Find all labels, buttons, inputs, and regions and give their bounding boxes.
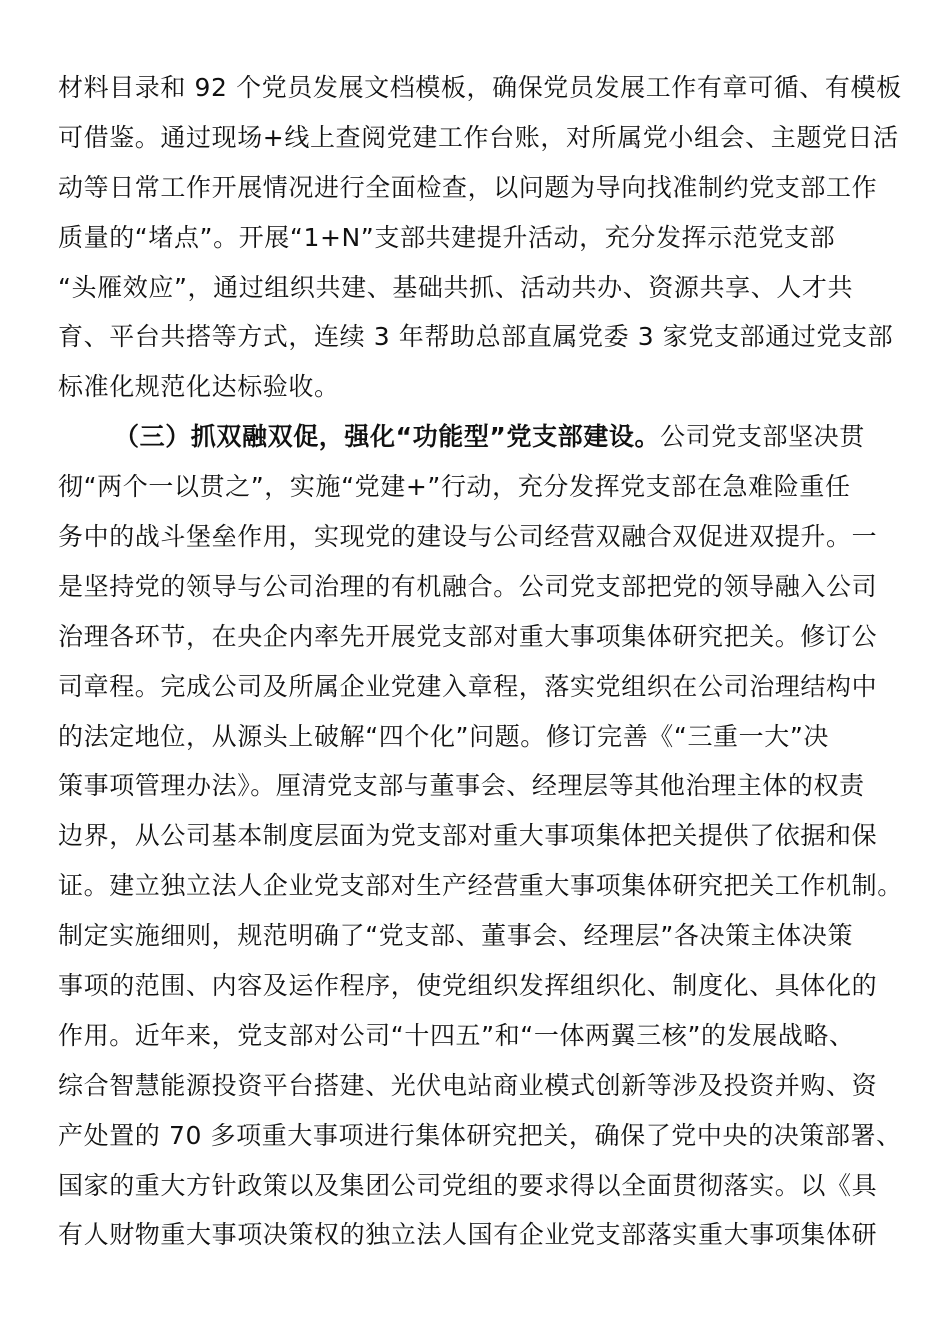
text-line: 质量的“堵点”。开展“1+N”支部共建提升活动，充分发挥示范党支部 xyxy=(58,222,836,252)
text-line: 边界，从公司基本制度层面为党支部对重大事项集体把关提供了依据和保 xyxy=(58,821,878,851)
section-heading-continuation: 公司党支部坚决贯 xyxy=(660,422,865,452)
text-line: 务中的战斗堡垒作用，实现党的建设与公司经营双融合双促进双提升。一 xyxy=(58,522,878,552)
section-heading: （三）抓双融双促，强化“功能型”党支部建设。 xyxy=(114,422,661,452)
text-line: 制定实施细则，规范明确了“党支部、董事会、经理层”各决策主体决策 xyxy=(58,921,854,951)
text-line: 彻“两个一以贯之”，实施“党建+”行动，充分发挥党支部在急难险重任 xyxy=(58,472,851,502)
text-line: 育、平台共搭等方式，连续 3 年帮助总部直属党委 3 家党支部通过党支部 xyxy=(58,322,894,352)
text-line: 标准化规范化达标验收。 xyxy=(58,372,340,402)
text-line: 可借鉴。通过现场+线上查阅党建工作台账，对所属党小组会、主题党日活 xyxy=(58,122,899,152)
text-line: 策事项管理办法》。厘清党支部与董事会、经理层等其他治理主体的权责 xyxy=(58,771,865,801)
text-line: 动等日常工作开展情况进行全面检查，以问题为导向找准制约党支部工作 xyxy=(58,172,878,202)
text-line: 司章程。完成公司及所属企业党建入章程，落实党组织在公司治理结构中 xyxy=(58,671,878,701)
text-line: 国家的重大方针政策以及集团公司党组的要求得以全面贯彻落实。以《具 xyxy=(58,1170,878,1200)
text-line: 有人财物重大事项决策权的独立法人国有企业党支部落实重大事项集体研 xyxy=(58,1220,878,1250)
text-line: 作用。近年来，党支部对公司“十四五”和“一体两翼三核”的发展战略、 xyxy=(58,1020,855,1050)
text-line: 产处置的 70 多项重大事项进行集体研究把关，确保了党中央的决策部署、 xyxy=(58,1120,902,1150)
text-line: 是坚持党的领导与公司治理的有机融合。公司党支部把党的领导融入公司 xyxy=(58,571,878,601)
text-line: 治理各环节，在央企内率先开展党支部对重大事项集体研究把关。修订公 xyxy=(58,621,878,651)
text-line: 综合智慧能源投资平台搭建、光伏电站商业模式创新等涉及投资并购、资 xyxy=(58,1070,878,1100)
text-line: 证。建立独立法人企业党支部对生产经营重大事项集体研究把关工作机制。 xyxy=(58,871,903,901)
text-line: 事项的范围、内容及运作程序，使党组织发挥组织化、制度化、具体化的 xyxy=(58,971,878,1001)
document-page xyxy=(58,63,903,1260)
section-heading-line xyxy=(58,412,888,462)
text-line: “头雁效应”，通过组织共建、基础共抓、活动共办、资源共享、人才共 xyxy=(58,272,854,302)
text-line: 材料目录和 92 个党员发展文档模板，确保党员发展工作有章可循、有模板 xyxy=(58,73,902,102)
text-line: 的法定地位，从源头上破解“四个化”问题。修订完善《“三重一大”决 xyxy=(58,721,830,751)
section-3-paragraph xyxy=(58,412,903,1260)
paragraph-party-member-development xyxy=(58,63,902,412)
